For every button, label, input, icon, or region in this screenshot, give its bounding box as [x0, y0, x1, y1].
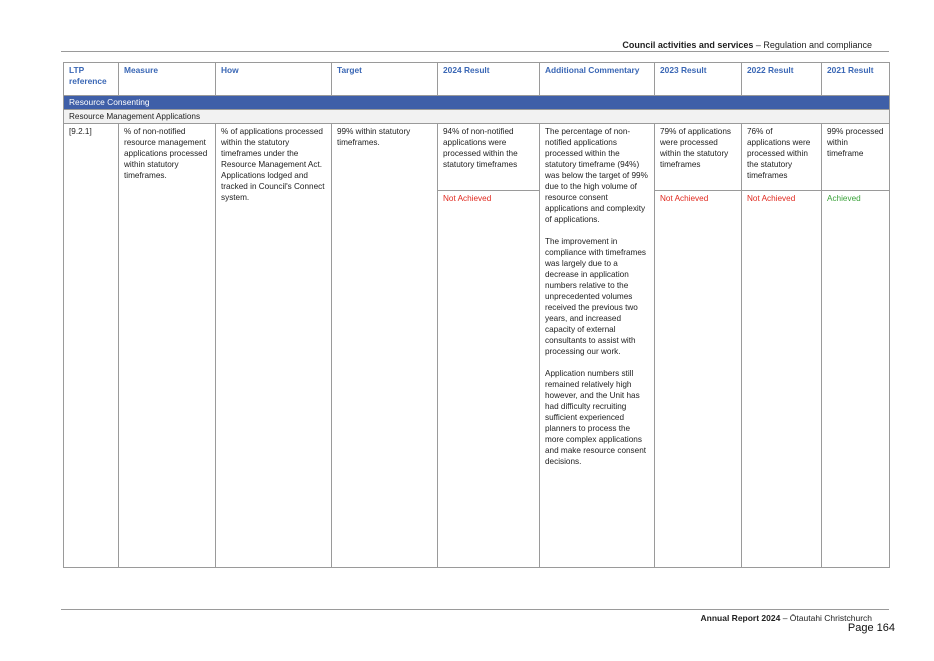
col-ltp-reference: LTP reference — [64, 63, 119, 96]
page-number: Page 164 — [847, 622, 895, 634]
footer-city: Ōtautahi Christchurch — [789, 613, 872, 623]
col-target: Target — [332, 63, 438, 96]
status-2023: Not Achieved — [655, 191, 742, 568]
table-header-row — [64, 63, 890, 96]
cell-2021-result: 99% processed within timeframe — [822, 124, 890, 191]
status-2024: Not Achieved — [438, 191, 540, 568]
header-topic: Regulation and compliance — [763, 40, 872, 50]
performance-table — [63, 62, 890, 568]
cell-2024-result: 94% of non-notified applications were processed within the statutory timeframes — [438, 124, 540, 191]
cell-measure: % of non-notified resource management applications processed within statutory timeframes. — [119, 124, 216, 568]
cell-additional-commentary — [540, 124, 655, 568]
section-row — [64, 96, 890, 110]
commentary-paragraph: Application numbers still remained relatively high however, and the Unit has had difficulty recruiting sufficient experienced planners to process the more complex applications and make resource consent decisions. — [545, 369, 647, 466]
col-measure: Measure — [119, 63, 216, 96]
cell-target: 99% within statutory timeframes. — [332, 124, 438, 568]
header-separator: – — [753, 40, 764, 50]
col-2021-result: 2021 Result — [822, 63, 890, 96]
status-2021: Achieved — [822, 191, 890, 568]
footer-rule — [61, 609, 889, 610]
subsection-title: Resource Management Applications — [64, 110, 890, 124]
cell-2022-result: 76% of applications were processed within the statutory timeframes — [742, 124, 822, 191]
col-2022-result: 2022 Result — [742, 63, 822, 96]
footer-separator: – — [780, 613, 790, 623]
col-how: How — [216, 63, 332, 96]
table-row — [64, 124, 890, 191]
footer-report: Annual Report 2024 — [700, 613, 781, 623]
running-header — [61, 40, 872, 50]
header-rule — [61, 51, 889, 52]
col-additional-commentary: Additional Commentary — [540, 63, 655, 96]
cell-ltp-reference: [9.2.1] — [64, 124, 119, 568]
status-2022: Not Achieved — [742, 191, 822, 568]
col-2024-result: 2024 Result — [438, 63, 540, 96]
col-2023-result: 2023 Result — [655, 63, 742, 96]
header-section: Council activities and services — [622, 40, 754, 50]
section-title: Resource Consenting — [64, 96, 890, 110]
commentary-paragraph: The percentage of non-notified applications processed within the statutory timeframe (94%) was below the target of 99% due to the high volume of resource consent applications and complexity of applications. — [545, 127, 648, 224]
commentary-paragraph: The improvement in compliance with timeframes was largely due to a decrease in application numbers relative to the unprecedented volumes received the previous two years, and increased capacity of external consultants to assist with processing our work. — [545, 237, 647, 356]
cell-2023-result: 79% of applications were processed within the statutory timeframes — [655, 124, 742, 191]
cell-how: % of applications processed within the statutory timeframes under the Resource Management Act. Applications lodged and tracked in Council's Connect system. — [216, 124, 332, 568]
subsection-row — [64, 110, 890, 124]
